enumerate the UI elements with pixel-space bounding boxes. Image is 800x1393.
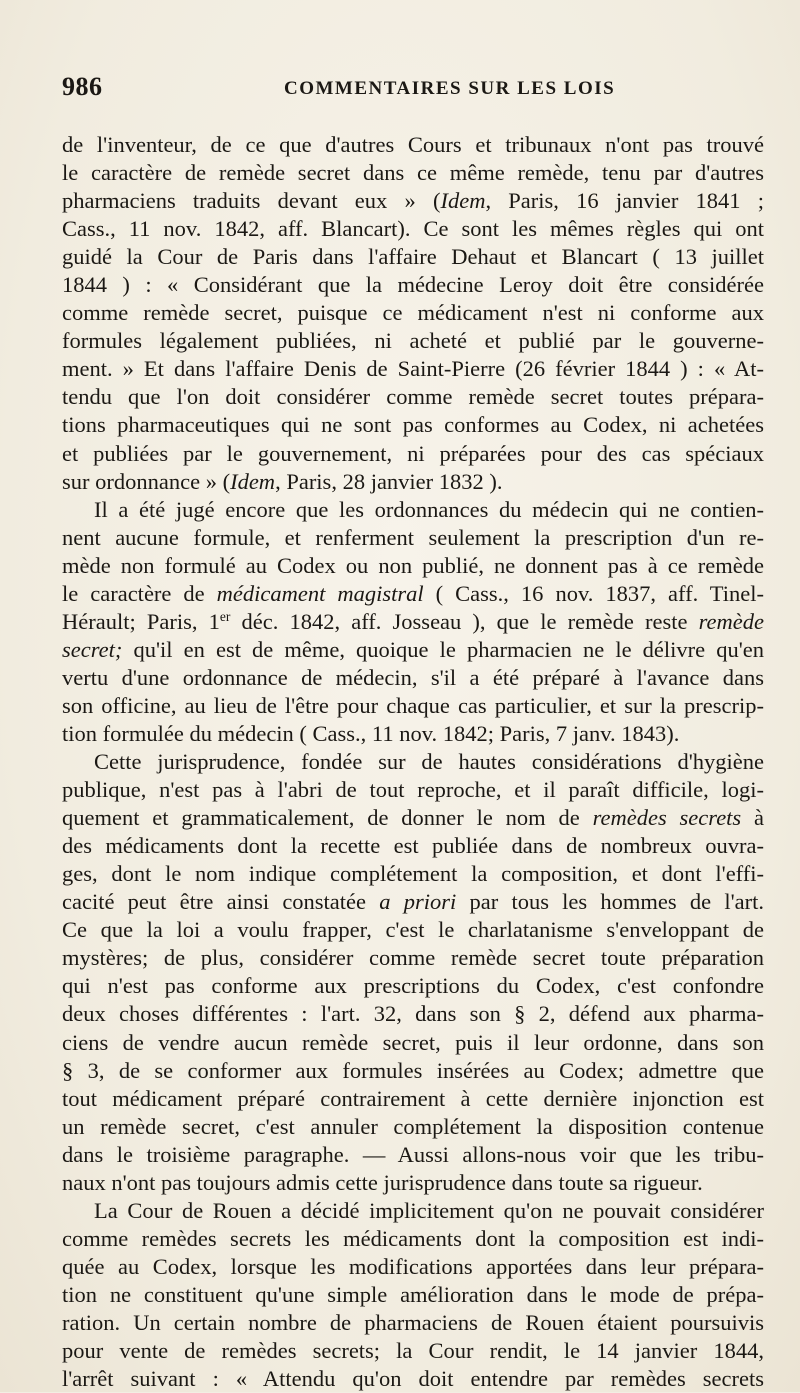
text-segment: naux n'ont pas toujours admis cette jurisprudence dans toute sa rigueur. [62,1169,703,1195]
text-line [62,916,764,944]
text-line [62,496,764,524]
text-segment: pour vente de remèdes secrets; la Cour rendit, le 14 janvier 1844, [62,1338,764,1364]
running-title: COMMENTAIRES SUR LES LOIS [284,78,616,99]
text-line [62,411,764,439]
text-line [62,131,764,159]
text-segment: publique, n'est pas à l'abri de tout reproche, et il paraît difficile, logi- [62,777,764,803]
text-line [62,1253,764,1281]
text-segment: La Cour de Rouen a décidé implicitement qu'on ne pouvait considérer [94,1197,764,1223]
text-segment: ment. » Et dans l'affaire Denis de Saint-Pierre (26 février 1844 ) : « At- [62,356,764,382]
text-line [62,944,764,972]
text-segment: quée au Codex, lorsque les modifications apportées dans leur prépara- [62,1253,764,1279]
text-line [62,1113,764,1141]
text-segment: mède non formulé au Codex ou non publié, ne donnent pas à ce remède [62,552,764,578]
text-segment: ration. Un certain nombre de pharmaciens de Rouen étaient poursuivis [62,1309,764,1335]
text-line [62,1337,764,1365]
text-segment: tout médicament préparé contrairement à cette dernière injonction est [62,1085,764,1111]
text-line [62,299,764,327]
text-line [62,720,764,748]
text-line [62,636,764,664]
text-segment: comme remèdes secrets les médicaments dont la composition est indi- [62,1225,764,1251]
text-segment: , Paris, 28 janvier 1832 ). [275,468,503,494]
text-line [62,159,764,187]
text-line [62,692,764,720]
text-line [62,440,764,468]
text-segment: pharmaciens traduits devant eux » ( [62,188,441,214]
text-segment: Ce que la loi a voulu frapper, c'est le charlatanisme s'enveloppant de [62,917,764,943]
text-line [62,327,764,355]
text-segment: , Paris, 16 janvier 1841 ; [485,188,764,214]
text-segment: de l'inventeur, de ce que d'autres Cours et tribunaux n'ont pas trouvé [62,132,764,157]
superscript-text: er [219,608,231,624]
text-segment: guidé la Cour de Paris dans l'affaire Dehaut et Blancart ( 13 juillet [62,244,764,270]
text-line [62,832,764,860]
text-segment: formules légalement publiées, ni acheté et publié par le gouverne- [62,328,764,354]
text-line [62,1057,764,1085]
text-line [62,664,764,692]
text-line [62,1309,764,1337]
text-segment: le caractère de remède secret dans ce même remède, tenu par d'autres [62,160,764,186]
italic-text: secret; [62,636,123,662]
body-text [62,131,764,1393]
text-segment: un remède secret, c'est annuler complétement la disposition contenue [62,1113,764,1139]
text-line [62,1365,764,1393]
text-line [62,215,764,243]
text-line [62,243,764,271]
text-segment: sur ordonnance » ( [62,468,231,494]
text-segment: cacité peut être ainsi constatée [62,889,380,915]
text-segment: ciens de vendre aucun remède secret, puis il leur ordonne, dans son [62,1029,764,1055]
text-segment: tendu que l'on doit considérer comme remède secret toutes prépara- [62,384,764,410]
text-segment: vertu d'une ordonnance de médecin, s'il a été préparé à l'avance dans [62,664,764,690]
italic-text: remèdes secrets [592,805,742,831]
text-line [62,468,764,496]
text-segment: mystères; de plus, considérer comme remède secret toute préparation [62,945,764,971]
text-line [62,860,764,888]
text-line [62,383,764,411]
page-number: 986 [62,72,103,101]
text-line [62,748,764,776]
text-segment: tion ne constituent qu'une simple amélioration dans le mode de prépa- [62,1281,764,1307]
text-segment: § 3, de se conformer aux formules insérées au Codex; admettre que [62,1057,764,1083]
text-segment: le caractère de [62,580,217,606]
text-line [62,888,764,916]
text-segment: ges, dont le nom indique complétement la composition, et dont l'effi- [62,861,764,887]
text-line [62,187,764,215]
text-line [62,1029,764,1057]
text-line [62,524,764,552]
text-line [62,1141,764,1169]
text-line [62,776,764,804]
text-line [62,1281,764,1309]
text-segment: nent aucune formule, et renferment seulement la prescription d'un re- [62,524,764,550]
text-segment: qui n'est pas conforme aux prescriptions du Codex, c'est confondre [62,973,764,999]
text-line [62,972,764,1000]
text-segment: Il a été jugé encore que les ordonnances du médecin qui ne contien- [94,496,764,522]
text-segment: des médicaments dont la recette est publiée dans de nombreux ouvra- [62,833,764,859]
text-segment: ( Cass., 16 nov. 1837, aff. Tinel- [423,580,764,606]
text-line [62,1225,764,1253]
text-line [62,355,764,383]
italic-text: médicament magistral [216,580,424,606]
text-segment: Hérault; Paris, 1 [62,608,220,634]
text-line [62,1197,764,1225]
italic-text: Idem [230,468,276,494]
text-line [62,271,764,299]
text-segment: qu'il en est de même, quoique le pharmacien ne le délivre qu'en [122,636,764,662]
text-segment: dans le troisième paragraphe. — Aussi allons-nous voir que les tribu- [62,1141,764,1167]
text-segment: à [741,805,764,831]
text-segment: comme remède secret, puisque ce médicament n'est ni conforme aux [62,300,764,326]
text-segment: deux choses différentes : l'art. 32, dans son § 2, défend aux pharma- [62,1001,764,1027]
running-head [62,72,762,112]
text-line [62,1000,764,1028]
text-line [62,608,764,636]
text-segment: tion formulée du médecin ( Cass., 11 nov. 1842; Paris, 7 janv. 1843). [62,720,680,746]
text-segment: par tous les hommes de l'art. [456,889,764,915]
text-line [62,804,764,832]
text-line [62,552,764,580]
text-line [62,580,764,608]
text-segment: et publiées par le gouvernement, ni préparées pour des cas spéciaux [62,440,764,466]
text-segment: Cass., 11 nov. 1842, aff. Blancart). Ce sont les mêmes règles qui ont [62,216,764,242]
text-segment: son officine, au lieu de l'être pour chaque cas particulier, et sur la prescrip- [62,692,764,718]
text-segment: 1844 ) : « Considérant que la médecine Leroy doit être considérée [62,272,764,298]
italic-text: remède [698,608,764,634]
text-segment: tions pharmaceutiques qui ne sont pas conformes au Codex, ni achetées [62,412,764,438]
italic-text: Idem [440,188,486,214]
text-line [62,1085,764,1113]
text-segment: quement et grammaticalement, de donner le nom de [62,805,593,831]
text-segment: l'arrêt suivant : « Attendu qu'on doit entendre par remèdes secrets [62,1366,764,1392]
text-line [62,1169,764,1197]
italic-text: a priori [379,889,457,915]
text-segment: déc. 1842, aff. Josseau ), que le remède reste [230,608,699,634]
text-segment: Cette jurisprudence, fondée sur de hautes considérations d'hygiène [94,749,764,775]
